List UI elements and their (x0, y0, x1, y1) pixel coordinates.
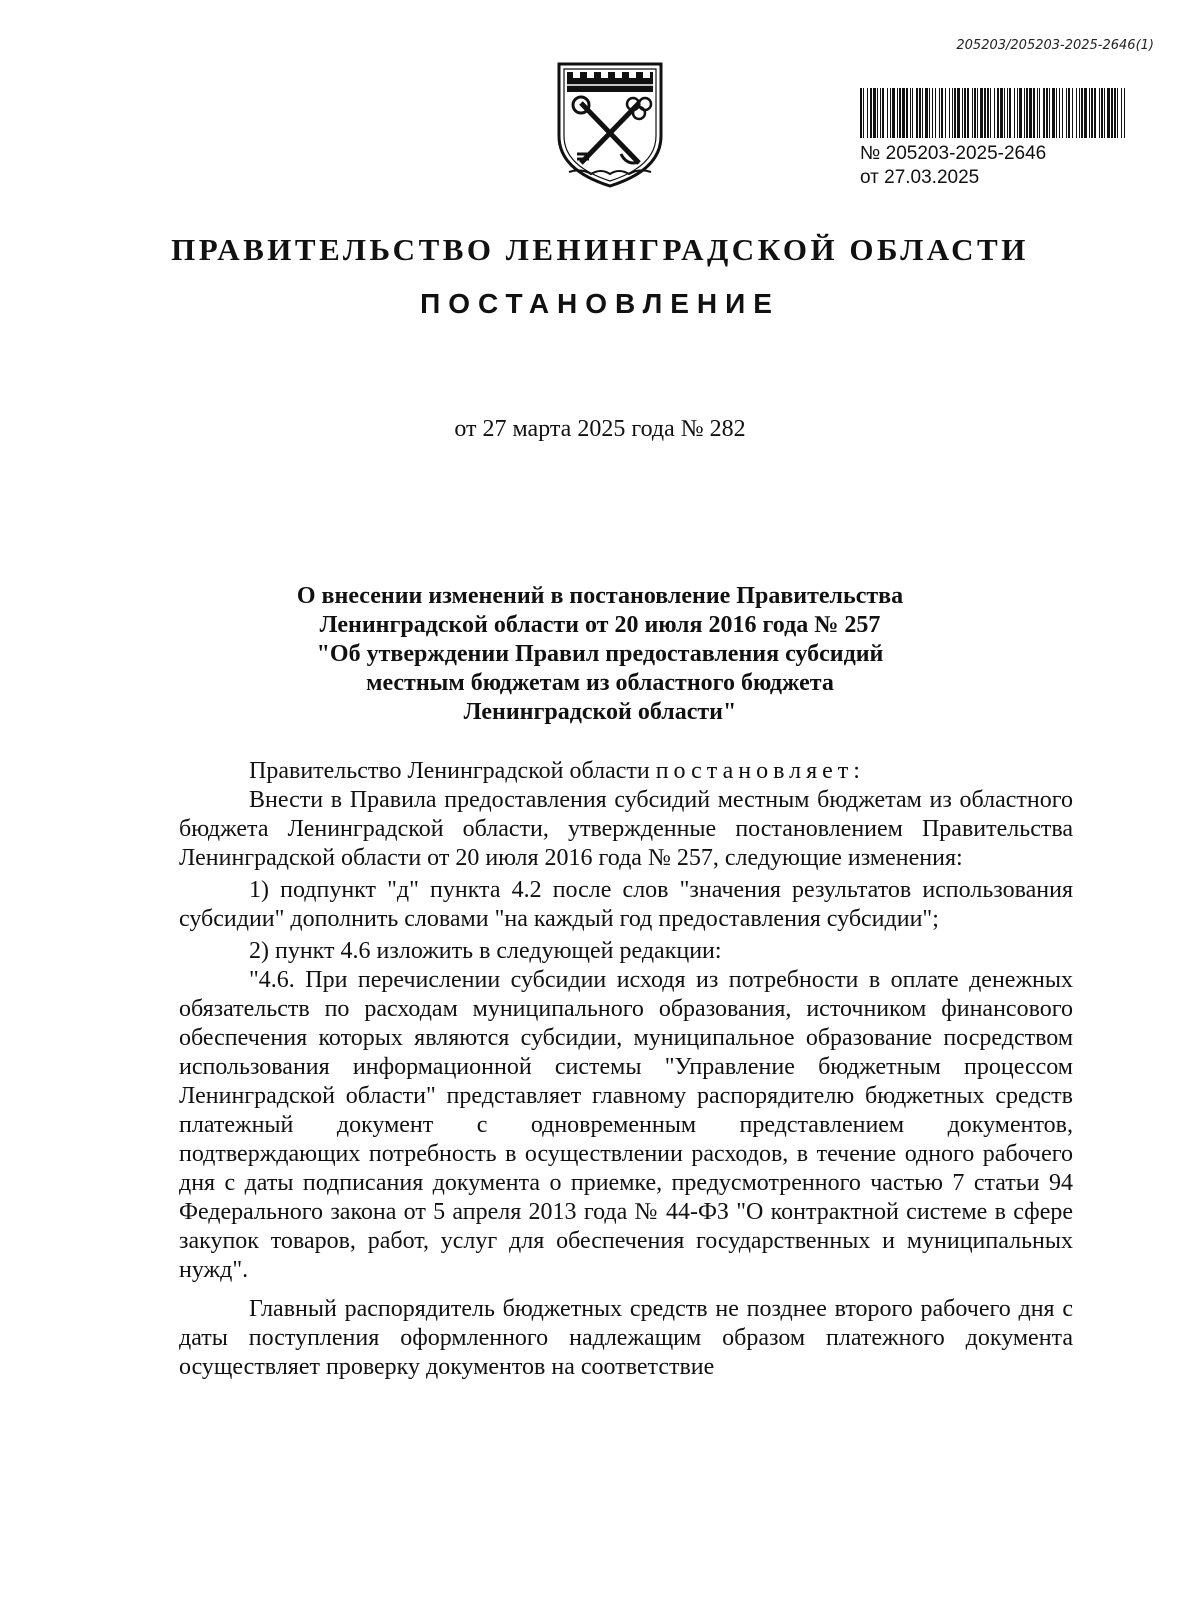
paragraph-clause-4-6: "4.6. При перечислении субсидии исходя из потребности в оплате денежных обязательств по расходам муниципального образования, источником финансового обеспечения которых являются субсидии, муниципальное образование посредством использования информационной системы "Управление бюджетным процессом Ленинградской области" представляет главному распорядителю бюджетных средств платежный документ с одновременным представлением документов, подтверждающих потребность в осуществлении расходов, в течение одного рабочего дня с даты подписания документа о приемке, предусмотренного частью 7 статьи 94 Федерального закона от 5 апреля 2013 года № 44-ФЗ "О контрактной системе в сфере закупок товаров, работ, услуг для обеспечения государственных и муниципальных нужд". (179, 967, 1073, 1283)
resolution-subject (200, 582, 1000, 727)
government-title: ПРАВИТЕЛЬСТВО ЛЕНИНГРАДСКОЙ ОБЛАСТИ (171, 232, 1029, 267)
preamble-text: Правительство Ленинградской области (249, 758, 656, 784)
registration-number: № 205203-2025-2646 (860, 143, 1047, 164)
paragraph-intro: Внести в Правила предоставления субсидий местным бюджетам из областного бюджета Ленинградской области, утвержденные постановлением Правительства Ленинградской области от 20 июля 2016 года № 257, следующие изменения: (179, 787, 1073, 871)
registration-date: от 27.03.2025 (860, 167, 980, 188)
subject-line: Ленинградской области" (463, 699, 737, 725)
paragraph-item-2: 2) пункт 4.6 изложить в следующей редакции: (249, 938, 722, 964)
paragraph-item-1: 1) подпункт "д" пункта 4.2 после слов "значения результатов использования субсидии" дополнить словами "на каждый год предоставления субсидии"; (179, 877, 1073, 932)
subject-line: Ленинградской области от 20 июля 2016 года № 257 (319, 612, 881, 638)
resolution-body (179, 757, 1073, 1382)
resolution-date-number: от 27 марта 2025 года № 282 (454, 416, 746, 442)
barcode-icon (860, 88, 1125, 138)
subject-line: местным бюджетам из областного бюджета (366, 670, 834, 696)
document-type: ПОСТАНОВЛЕНИЕ (420, 288, 780, 319)
coat-of-arms-icon (551, 58, 669, 190)
paragraph-main-manager: Главный распорядитель бюджетных средств не позднее второго рабочего дня с даты поступления оформленного надлежащим образом платежного документа осуществляет проверку документов на соответствие (179, 1296, 1073, 1380)
registration-block (860, 88, 1125, 190)
subject-line: "Об утверждении Правил предоставления субсидий (316, 641, 884, 667)
preamble-decree-word: постановляет: (655, 758, 865, 784)
subject-line: О внесении изменений в постановление Правительства (296, 583, 904, 609)
preamble-paragraph (179, 757, 1073, 786)
document-code: 205203/205203-2025-2646(1) (956, 38, 1154, 53)
